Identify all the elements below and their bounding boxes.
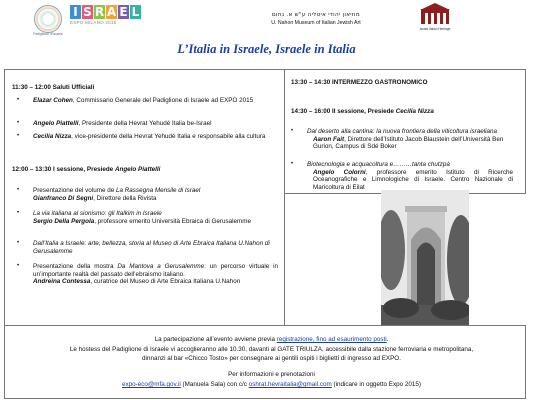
header [0, 0, 533, 40]
list-item [291, 161, 514, 192]
session-label: I sessione, Presiede [52, 166, 114, 173]
talk-description: : un percorso virtuale in un’importante realtà del passato dell’ebraismo italiano. [33, 263, 279, 278]
registration-period: . [386, 336, 389, 343]
session-label: Saluti Ufficiali [52, 84, 95, 91]
heritage-logo [410, 3, 460, 32]
registration-text: La partecipazione all’evento avviene previa [154, 336, 275, 343]
pavilion-seal-logo [33, 5, 63, 36]
building-icon [420, 3, 450, 25]
israel-expo-logo [70, 5, 141, 26]
seal-icon [34, 5, 62, 33]
bullet-icon: • [17, 210, 20, 216]
speaker-name: Sergio Della Pergola [33, 217, 95, 225]
email-link-hevrat[interactable]: oshrat.hevraitalia@gmail.com [248, 381, 332, 388]
talk-title: La via italiana al sionismo: gli Italkim in Israele [33, 210, 162, 217]
session-time: 13:30 – 14:30 [291, 79, 331, 86]
bullet-icon: • [17, 263, 20, 269]
registration-note [5, 336, 533, 344]
speaker-name: Angelo Piattelli [33, 120, 79, 127]
email-link-expo[interactable]: expo-eco@mfa.gov.il [122, 381, 181, 388]
list-item [17, 210, 278, 225]
contact-line [5, 381, 533, 389]
speaker-name: Cecilia Nizza [33, 133, 72, 140]
talk-prefix: Presentazione della mostra [33, 263, 114, 270]
bullet-icon: • [17, 133, 20, 139]
israel-letter: R [94, 5, 105, 19]
session-saluti-heading [12, 84, 94, 92]
speaker-name: Angelo Colorni [313, 168, 366, 176]
israel-letter: E [119, 5, 128, 19]
info-box [4, 325, 526, 399]
session-time: 11:30 – 12:00 [12, 84, 51, 91]
speaker-name: Elazar Cohen [33, 97, 73, 104]
museum-hebrew-name: מוזיאון יהודי איטליה ע"ש א. נחום [272, 12, 360, 18]
israel-wordmark [70, 5, 141, 19]
hostess-note: Le hostess del Padiglione di Israele vi accoglieranno alle 10.30, davanti al GATE TRIULZA, accessibile dalla stazione ferroviaria e metropolitana, [69, 346, 474, 353]
speaker-name: Aaron Fait [313, 135, 345, 143]
tickets-note: dinnanzi al bar «Chicco Tosto» per consegnare ai gentili ospiti i biglietti di ingresso ad EXPO. [142, 355, 401, 362]
museum-logo [226, 12, 406, 26]
bullet-icon: • [17, 240, 20, 246]
list-item [17, 263, 279, 286]
talk-title: Dal deserto alla cantina: la nuova frontiera della viticoltura israeliana [307, 128, 498, 135]
info-heading: Per informazioni e prenotazioni [228, 371, 315, 378]
session-1-heading [12, 166, 160, 174]
speaker-role: , professore emerito Istituto di Ricerche Oceanografiche e Limnologiche di Israele. Centro Nazionale di Maricoltura di Eilat [313, 168, 514, 192]
session-label: II sessione, Presiede [331, 108, 394, 115]
intermezzo-heading [291, 79, 427, 87]
talk-title: Da Mantova a Gerusalemme [117, 263, 205, 270]
contact-note: (indicare in oggetto Expo 2015) [331, 381, 421, 388]
list-item [17, 240, 278, 255]
seal-caption: Padiglione d'Israele [33, 32, 63, 36]
speaker-role: , vice-presidente della Hevrat Yehudé Italia e responsabile alla cultura [71, 133, 266, 140]
session-chair: Angelo Piattelli [114, 166, 161, 173]
bullet-icon: • [291, 161, 294, 167]
afternoon-program-box [284, 69, 526, 194]
speaker-role: , curatrice del Museo di Arte Ebraica Italiana U.Nahon [90, 278, 241, 286]
talk-title: Dall’Italia a Israele: arte, bellezza, storia al Museo di Arte Ebraica Italiana U.Nahon di Gerusalemme [33, 240, 270, 255]
registration-link[interactable]: registrazione, fino ad esaurimento posti [276, 336, 387, 343]
museum-building-photo [381, 190, 469, 325]
list-item [291, 128, 513, 151]
list-item [17, 133, 278, 141]
israel-letter: A [106, 5, 117, 19]
israel-letter: I [70, 5, 81, 19]
museum-english-name: U. Nahon Museum of Italian Jewish Art [271, 19, 361, 26]
speaker-name: Andreina Contessa [33, 278, 91, 286]
israel-letter: S [83, 5, 92, 19]
speaker-role: , Commissario Generale del Padiglione di Israele ad EXPO 2015 [72, 97, 254, 104]
session-time: 14:30 – 16:00 [291, 108, 331, 115]
bullet-icon: • [291, 128, 294, 134]
building-photo-image [381, 190, 469, 325]
israel-letter: L [131, 5, 140, 19]
contact-text: (Manuela Sala) con c/c [180, 381, 249, 388]
list-item [17, 97, 278, 105]
speaker-role: , Presidente della Hevrat Yehudé Italia be-Israel [78, 120, 212, 127]
talk-title: Biotecnologia e acquacoltura e………tanta chutzpà [307, 161, 450, 168]
session-chair: Cecilia Nizza [395, 108, 434, 115]
expo-caption: EXPO MILANO 2015 [70, 20, 117, 25]
session-2-heading [291, 108, 434, 116]
speaker-role: , Direttore dell’Istituto Jacob Blaustein dell’Università Ben Gurion, Campus di Sdé Boker [313, 135, 504, 151]
page-title: L’Italia in Israele, Israele in Italia [177, 42, 356, 56]
session-label: INTERMEZZO GASTRONOMICO [331, 79, 428, 86]
speaker-role: , Direttore della Rivista [93, 194, 157, 202]
talk-title: La Rassegna Mensile di Israel [115, 187, 201, 194]
bullet-icon: • [17, 97, 20, 103]
speaker-name: Gianfranco Di Segni [33, 194, 94, 202]
list-item [17, 120, 278, 128]
talk-prefix: Presentazione del volume de [33, 187, 115, 194]
bullet-icon: • [17, 187, 20, 193]
list-item [17, 187, 278, 202]
session-time: 12:00 – 13:30 [12, 166, 52, 173]
speaker-role: , professore emerito Università Ebraica di Gerusalemme [94, 217, 252, 225]
morning-program-box [4, 69, 285, 326]
heritage-caption: Israeli Italian Heritage [419, 26, 451, 31]
bullet-icon: • [17, 120, 20, 126]
logos-left [33, 5, 141, 36]
